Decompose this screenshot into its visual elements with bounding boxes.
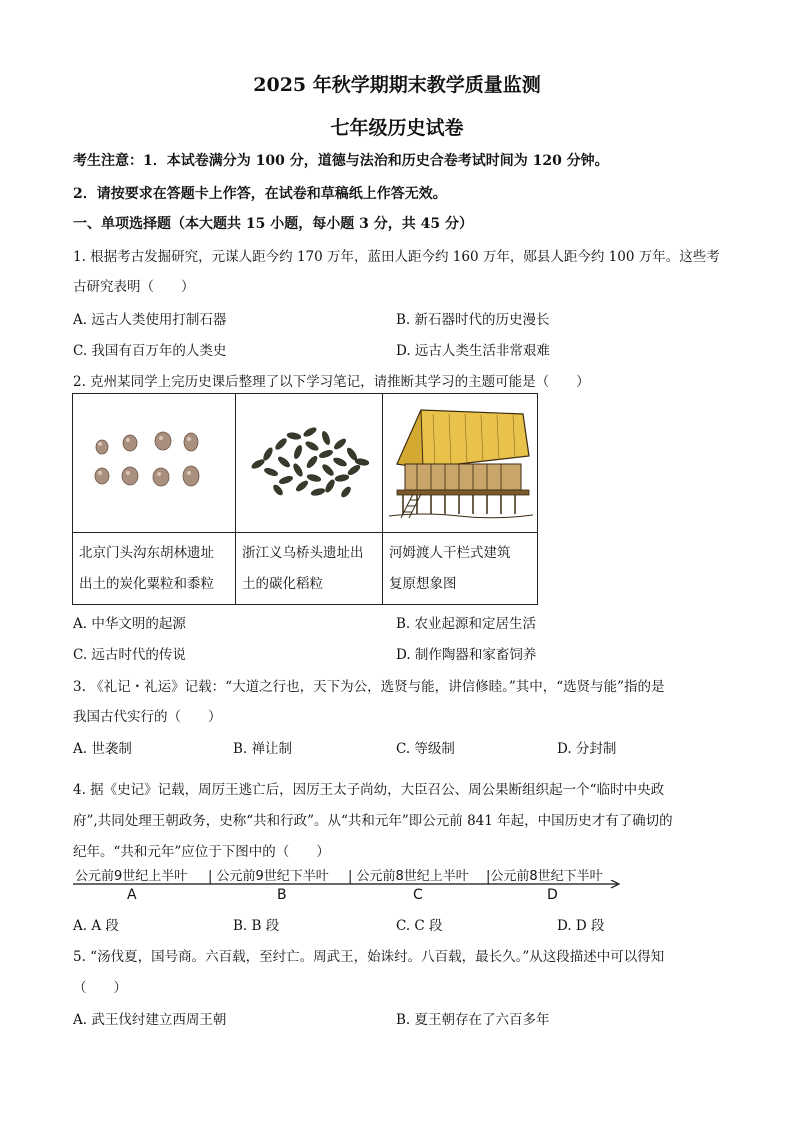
q2-option-c: C. 远古时代的传说 [73, 647, 186, 663]
q3-option-a: A. 世袭制 [73, 741, 132, 757]
q4-option-c: C. C 段 [396, 918, 443, 934]
caption-millet-line-1: 北京门头沟东胡林遗址 [79, 544, 214, 561]
q1-option-d: D. 远古人类生活非常艰难 [396, 343, 550, 359]
q2-image-table [72, 393, 538, 605]
caption-stilt-house [383, 533, 538, 605]
q3-option-c: C. 等级制 [396, 741, 455, 757]
caption-millet-line-2: 出土的炭化粟粒和黍粒 [79, 575, 214, 592]
q5-stem-line-2: （ ） [73, 980, 127, 996]
q1-stem-line-1: 1. 根据考古发掘研究，元谋人距今约 170 万年，蓝田人距今约 160 万年，郧县人距今约 100 万年。这些考 [73, 249, 720, 265]
q2-stem: 2. 克州某同学上完历史课后整理了以下学习笔记，请推断其学习的主题可能是（ ） [73, 374, 590, 390]
q5-stem-line-1: 5. “汤伐夏，国号商。六百载，至纣亡。周武王，始诛纣。八百载，最长久。”从这段描述中可以得知 [73, 949, 665, 965]
q1-stem-line-2: 古研究表明（ ） [73, 279, 195, 295]
timeline-axis [73, 865, 633, 905]
section-heading: 一、单项选择题（本大题共 15 小题，每小题 3 分，共 45 分） [73, 216, 473, 232]
caption-stilt-line-1: 河姆渡人干栏式建筑 [389, 544, 511, 561]
caption-rice-line-1: 浙江义乌桥头遗址出 [242, 544, 364, 561]
q2-option-d: D. 制作陶器和家畜饲养 [396, 647, 537, 663]
notice-line-1: 考生注意：1．本试卷满分为 100 分，道德与法治和历史合卷考试时间为 120 分钟。 [73, 153, 609, 169]
millet-grains-image [73, 394, 236, 533]
q5-option-b: B. 夏王朝存在了六百多年 [396, 1012, 550, 1028]
q3-stem-line-1: 3. 《礼记・礼运》记载：“大道之行也，天下为公，选贤与能，讲信修睦。”其中，“选贤与能”指的是 [73, 679, 665, 695]
q4-stem-line-2: 府”,共同处理王朝政务，史称“共和行政”。从“共和元年”即公元前 841 年起，中国历史才有了确切的 [73, 813, 673, 829]
q4-stem-line-3: 纪年。“共和元年”应位于下图中的（ ） [73, 844, 330, 860]
q4-option-d: D. D 段 [557, 918, 605, 934]
timeline-label-c: C [413, 887, 423, 903]
stilt-house-image [383, 394, 538, 533]
rice-grains-image [236, 394, 383, 533]
timeline-label-b: B [277, 887, 287, 903]
exam-subtitle: 七年级历史试卷 [330, 117, 464, 139]
q5-option-a: A. 武王伐纣建立西周王朝 [73, 1012, 227, 1028]
timeline-segment-3: | 公元前8世纪上半叶 [348, 869, 469, 884]
q3-option-d: D. 分封制 [557, 741, 617, 757]
caption-millet [73, 533, 236, 605]
q1-option-c: C. 我国有百万年的人类史 [73, 343, 227, 359]
caption-rice-line-2: 土的碳化稻粒 [242, 575, 323, 592]
q1-option-a: A. 远古人类使用打制石器 [73, 312, 227, 328]
timeline-label-d: D [547, 887, 558, 903]
exam-title: 2025 年秋学期期末教学质量监测 [253, 74, 541, 96]
q3-option-b: B. 禅让制 [233, 741, 293, 757]
q4-option-a: A. A 段 [73, 918, 119, 934]
caption-rice [236, 533, 383, 605]
q1-option-b: B. 新石器时代的历史漫长 [396, 312, 550, 328]
timeline-arrow [73, 880, 625, 890]
notice-line-2: 2．请按要求在答题卡上作答，在试卷和草稿纸上作答无效。 [73, 186, 447, 202]
timeline-segment-4: |公元前8世纪下半叶 [486, 869, 603, 884]
q4-option-b: B. B 段 [233, 918, 280, 934]
timeline-segment-1: 公元前9世纪上半叶 [75, 869, 188, 884]
timeline-label-a: A [127, 887, 137, 903]
q2-option-b: B. 农业起源和定居生活 [396, 616, 537, 632]
timeline-segment-2: | 公元前9世纪下半叶 [208, 869, 329, 884]
q3-stem-line-2: 我国古代实行的（ ） [73, 709, 222, 725]
caption-stilt-line-2: 复原想象图 [389, 575, 457, 592]
q2-option-a: A. 中华文明的起源 [73, 616, 186, 632]
q4-stem-line-1: 4. 据《史记》记载，周厉王逃亡后，因厉王太子尚幼，大臣召公、周公果断组织起一个“临时中央政 [73, 782, 665, 798]
